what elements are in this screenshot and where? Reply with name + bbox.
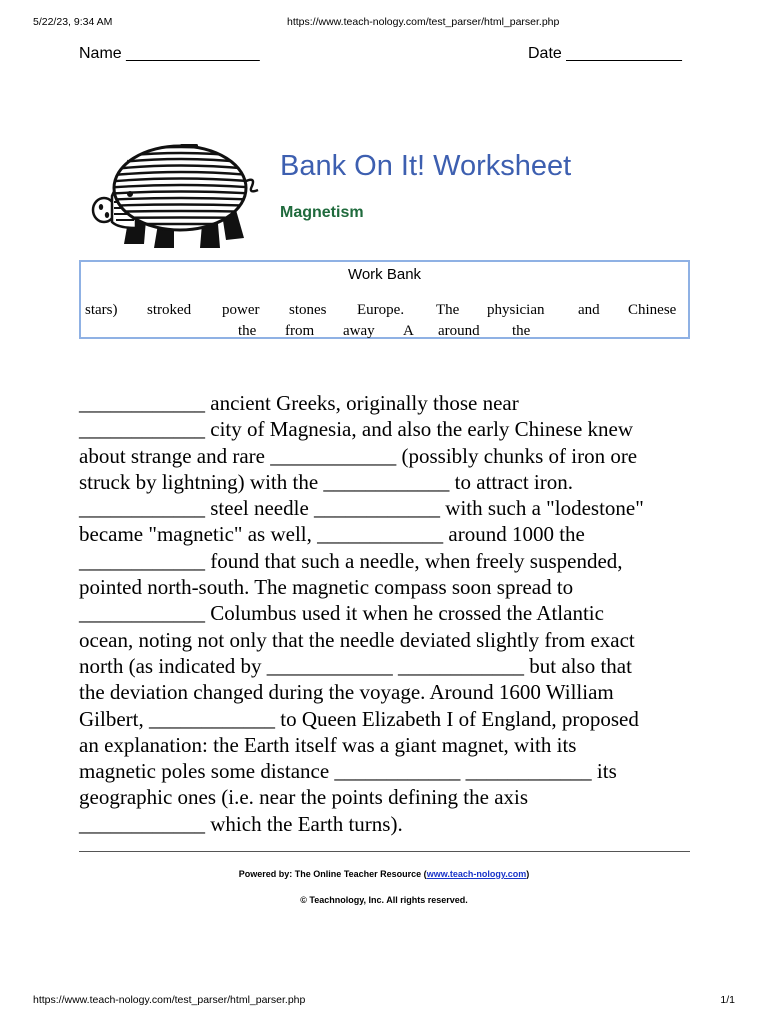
work-bank-word: Europe. (357, 302, 405, 318)
work-bank-word: and (578, 302, 600, 318)
copyright: © Teachnology, Inc. All rights reserved. (300, 895, 468, 905)
work-bank-title: Work Bank (347, 266, 422, 283)
work-bank-box (79, 260, 690, 339)
worksheet-subtitle: Magnetism (280, 204, 364, 221)
work-bank-word: around (438, 323, 480, 339)
work-bank-word: the (512, 323, 531, 339)
work-bank-word: Chinese (628, 302, 677, 318)
work-bank-word: The (436, 302, 460, 318)
passage-line: an explanation: the Earth itself was a giant magnet, with its (79, 732, 577, 757)
print-header-url: https://www.teach-nology.com/test_parser/html_parser.php (287, 16, 560, 28)
passage-line: about strange and rare ____________ (possibly chunks of iron ore (79, 443, 638, 468)
work-bank-word: physician (487, 302, 545, 318)
passage-line: the deviation changed during the voyage. Around 1600 William (79, 680, 614, 705)
print-datetime: 5/22/23, 9:34 AM (33, 16, 113, 28)
print-footer-url: https://www.teach-nology.com/test_parser/html_parser.php (33, 994, 306, 1006)
passage-line: Gilbert, ____________ to Queen Elizabeth I of England, proposed (79, 706, 639, 731)
work-bank-word: stars) (85, 302, 118, 318)
passage-line: pointed north-south. The magnetic compass soon spread to (79, 575, 574, 600)
passage-line: ____________ Columbus used it when he crossed the Atlantic (79, 601, 604, 626)
name-field: Name _______________ (79, 45, 260, 62)
print-page-number: 1/1 (720, 994, 735, 1006)
powered-by-suffix: ) (526, 869, 530, 879)
passage-line: became "magnetic" as well, ____________ around 1000 the (79, 522, 585, 547)
work-bank-word: power (222, 302, 260, 318)
work-bank-word: the (238, 323, 257, 339)
passage-line: ____________ which the Earth turns). (79, 811, 403, 836)
passage-line: ____________ steel needle ____________ with such a "lodestone" (79, 496, 644, 521)
teach-nology-link[interactable]: www.teach-nology.com (426, 869, 527, 879)
passage-line: ocean, noting not only that the needle deviated slightly from exact (79, 627, 635, 652)
passage-line: ____________ city of Magnesia, and also the early Chinese knew (79, 417, 634, 442)
piggy-bank-icon (84, 124, 270, 252)
passage-line: north (as indicated by ____________ ____________ but also that (79, 653, 632, 678)
cloze-passage (79, 390, 699, 837)
passage-line: magnetic poles some distance ____________ ____________ its (79, 759, 617, 784)
passage-line: struck by lightning) with the ____________ to attract iron. (79, 469, 574, 494)
work-bank-word: from (285, 323, 315, 339)
work-bank-word: stroked (147, 302, 192, 318)
footer-divider (79, 851, 690, 852)
work-bank-word: stones (289, 302, 327, 318)
passage-line: ____________ found that such a needle, when freely suspended, (79, 548, 623, 573)
worksheet-title: Bank On It! Worksheet (280, 150, 572, 182)
powered-by (0, 869, 768, 879)
passage-line: geographic ones (i.e. near the points defining the axis (79, 785, 529, 810)
work-bank-word: away (343, 323, 375, 339)
passage-line: ____________ ancient Greeks, originally those near (79, 391, 519, 415)
powered-by-prefix: Powered by: The Online Teacher Resource ( (238, 869, 427, 879)
work-bank-word: A (403, 323, 414, 339)
date-field: Date _____________ (528, 45, 682, 62)
